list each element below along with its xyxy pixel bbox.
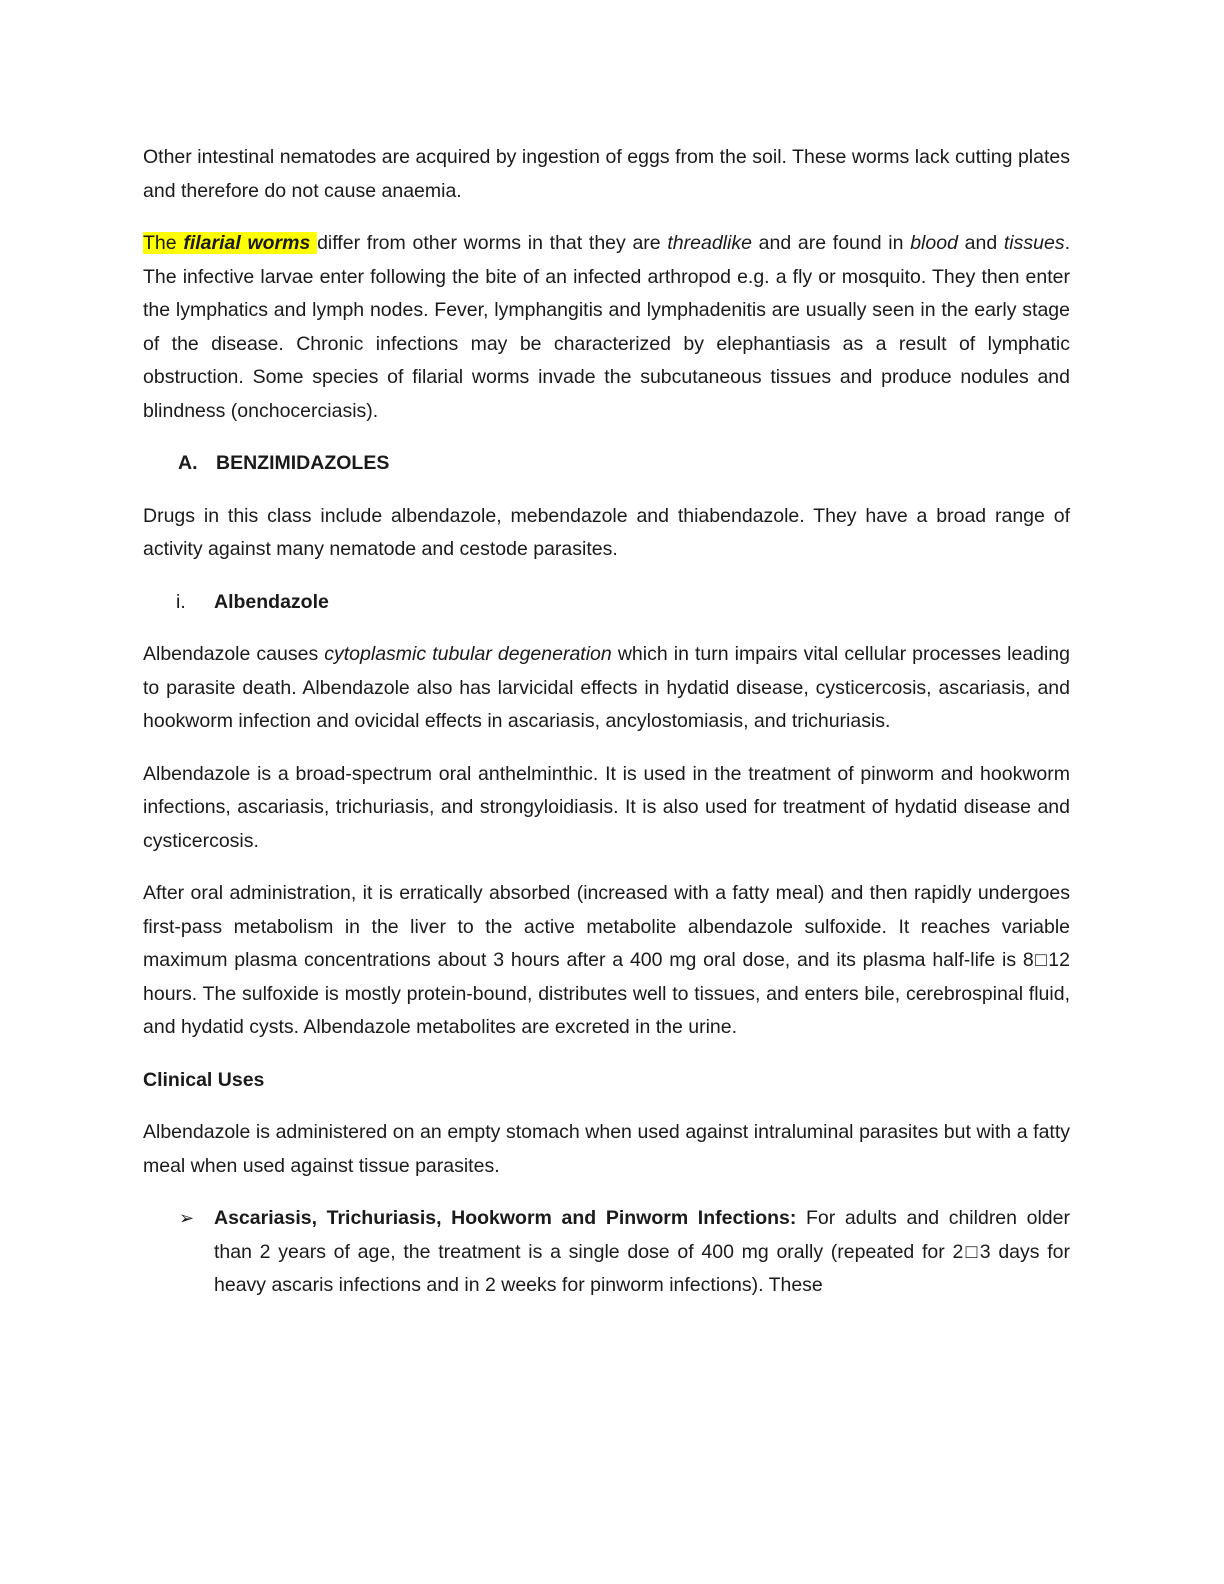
text-segment: . The infective larvae enter following the bite of an infected arthropod e.g. a fly or mosquito. They then enter the lymphatics and lymph nodes. Fever, lymphangitis and lymphadenitis are usually seen in the early stage of the disease. Chronic infections may be characterized by elephantiasis as a result of lymphatic obstruction. Some species of filarial worms invade the subcutaneous tissues and produce nodules and blindness (onchocerciasis). — [143, 232, 1071, 422]
paragraph-mechanism — [143, 638, 1070, 739]
section-heading-benzimidazoles — [178, 447, 1070, 481]
paragraph-administration: Albendazole is administered on an empty stomach when used against intraluminal parasites but with a fatty meal when used against tissue parasites. — [143, 1121, 1070, 1177]
italic-threadlike: threadlike — [667, 232, 752, 254]
paragraph-intestinal-nematodes: Other intestinal nematodes are acquired by ingestion of eggs from the soil. These worms lack cutting plates and therefore do not cause anaemia. — [143, 146, 1070, 202]
italic-tissues: tissues — [1003, 232, 1065, 254]
text-segment: and are found in — [751, 232, 911, 254]
text-segment: Albendazole causes — [143, 643, 325, 665]
section-label: A. — [178, 452, 198, 474]
bullet-text: For adults and children older than 2 years of age, the treatment is a single dose of 400 mg orally (repeated for 2□3 days for heavy ascaris infections and in 2 weeks for pinworm infections). These — [214, 1207, 1070, 1296]
italic-blood: blood — [910, 232, 958, 254]
italic-cytoplasmic: cytoplasmic tubular degeneration — [324, 643, 612, 665]
section-title: BENZIMIDAZOLES — [216, 452, 390, 474]
text-segment: differ from other worms in that they are — [317, 232, 668, 254]
paragraph-pharmacokinetics: After oral administration, it is erratically absorbed (increased with a fatty meal) and then rapidly undergoes first-pass metabolism in the liver to the active metabolite albendazole sulfoxide. It reaches variable maximum plasma concentrations about 3 hours after a 400 mg oral dose, and its plasma half-life is 8□12 hours. The sulfoxide is mostly protein-bound, distributes well to tissues, and enters bile, cerebrospinal fluid, and hydatid cysts. Albendazole metabolites are excreted in the urine. — [143, 882, 1070, 1038]
term-filarial-worms: filarial worms — [183, 232, 311, 254]
heading-clinical-uses: Clinical Uses — [143, 1068, 265, 1091]
highlighted-term — [143, 232, 317, 254]
paragraph-spectrum: Albendazole is a broad-spectrum oral anthelminthic. It is used in the treatment of pinworm and hookworm infections, ascariasis, trichuriasis, and strongyloidiasis. It is also used for treatment of hydatid disease and cysticercosis. — [143, 762, 1070, 852]
text-segment: and — [957, 232, 1004, 254]
document-body — [143, 141, 1070, 1303]
subsection-label: i. — [176, 590, 186, 613]
paragraph-filarial-worms — [143, 227, 1070, 428]
bullet-bold-lead: Ascariasis, Trichuriasis, Hookworm and Pinworm Infections: — [214, 1207, 797, 1229]
highlight-the: The — [143, 232, 184, 254]
subsection-heading-albendazole — [176, 586, 1070, 620]
bullet-item-ascariasis — [143, 1202, 1070, 1303]
subsection-title: Albendazole — [214, 590, 329, 613]
paragraph-drug-class: Drugs in this class include albendazole, mebendazole and thiabendazole. They have a broad range of activity against many nematode and cestode parasites. — [143, 504, 1070, 560]
arrow-bullet-icon: ➢ — [179, 1208, 195, 1228]
text-segment: which in turn impairs vital cellular processes leading to parasite death. Albendazole also has larvicidal effects in hydatid disease, cysticercosis, ascariasis, and hookworm infection and ovicidal effects in ascariasis, ancylostomiasis, and trichuriasis. — [143, 643, 1070, 732]
